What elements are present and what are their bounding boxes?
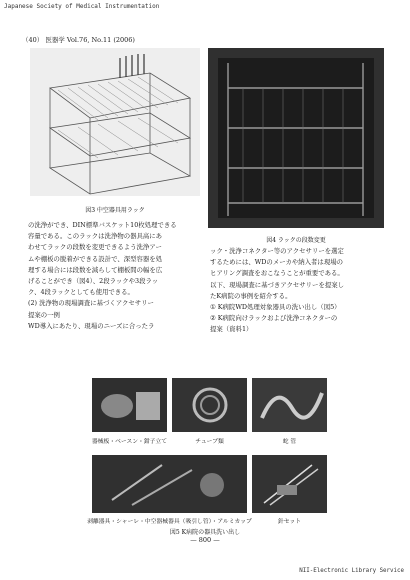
text-line: げることができ（図4）、2段ラックや3段ラッ <box>28 277 159 286</box>
text-line: ムや棚板の脱着ができる設計で、深型容器を処 <box>28 254 163 263</box>
tube-photo-drawing <box>172 378 247 432</box>
hose-photo-drawing <box>252 378 327 432</box>
text-line: 提案の一例 <box>28 310 60 319</box>
nii-footer: NII-Electronic Library Service <box>299 568 404 574</box>
text-line: (2) 洗浄物の現場調査に基づくアクセサリー <box>28 299 154 308</box>
tray-photo-drawing <box>92 378 167 432</box>
figure-5-panel-1-image <box>92 378 167 432</box>
text-line: するためには、WDのメーカや納入者は現場の <box>210 258 343 267</box>
figure-5-panel-3-image <box>252 378 327 432</box>
figure-5-caption: 図5 K病院の器具洗い出し <box>169 529 241 536</box>
figure-5-panel-2-image <box>172 378 247 432</box>
figure-5-panel-1-label: 器械板・ベースン・鉗子立て <box>91 439 168 445</box>
figure-5-panel-5-image <box>252 455 327 513</box>
society-header: Japanese Society of Medical Instrumentation <box>4 3 160 10</box>
needle-set-photo-drawing <box>252 455 327 513</box>
page-number: — 800 — <box>190 536 220 544</box>
text-line: ック・洗浄コネクター等のアクセサリーを選定 <box>210 247 344 255</box>
figure-4-caption: 図4 ラックの段数変更 <box>266 237 326 244</box>
text-line: ヒアリング調査をおこなうことが重要である。 <box>210 269 344 278</box>
text-line: WD導入にあたり、現場のニーズに合ったラ <box>28 321 155 330</box>
wire-rack-drawing <box>30 48 200 196</box>
text-line: 容量である。このラックは洗浄物の器具高にあ <box>28 232 163 241</box>
text-line: 以下、現場調査に基づきアクセサリーを提案し <box>210 280 345 289</box>
figure-5-panel-5-label: 針セット <box>277 519 302 525</box>
figure-3-image <box>30 48 200 196</box>
right-column-text <box>210 246 386 336</box>
figure-5-panel-4-image <box>92 455 247 513</box>
left-column-text <box>28 220 203 332</box>
running-head: （40） 医器学 Vol.76, No.11 (2006) <box>22 36 135 44</box>
instruments-photo-drawing <box>92 455 247 513</box>
text-line: の洗浄ができ、DIN標準バスケット10枚処理できる <box>28 221 177 229</box>
text-line: ② K病院向けラックおよび洗浄コネクターの <box>210 314 338 323</box>
figure-5-panel-3-label: 蛇 管 <box>282 439 297 445</box>
rack-photo-drawing <box>208 48 384 228</box>
text-line: ① K病院WD処理対象器具の洗い出し（図5） <box>210 303 341 312</box>
figure-5-panel-4-label: 剥離器具・シャーレ・中空器械器具（吸引し管）・アルミカップ <box>87 519 252 525</box>
figure-4-image <box>208 48 384 228</box>
text-line: わせてラックの段数を変更できるよう洗浄アー <box>28 243 162 252</box>
text-line: 理する場合には段数を減らして棚板間の幅を広 <box>28 265 163 274</box>
text-line: たK病院の事例を紹介する。 <box>210 291 292 300</box>
text-line: ク、4段ラックとしても使用できる。 <box>28 288 134 297</box>
text-line: 提案（資料1） <box>210 325 253 334</box>
figure-5-panel-2-label: チューブ類 <box>195 439 224 445</box>
figure-3-caption: 図3 中空器具用ラック <box>85 207 145 214</box>
